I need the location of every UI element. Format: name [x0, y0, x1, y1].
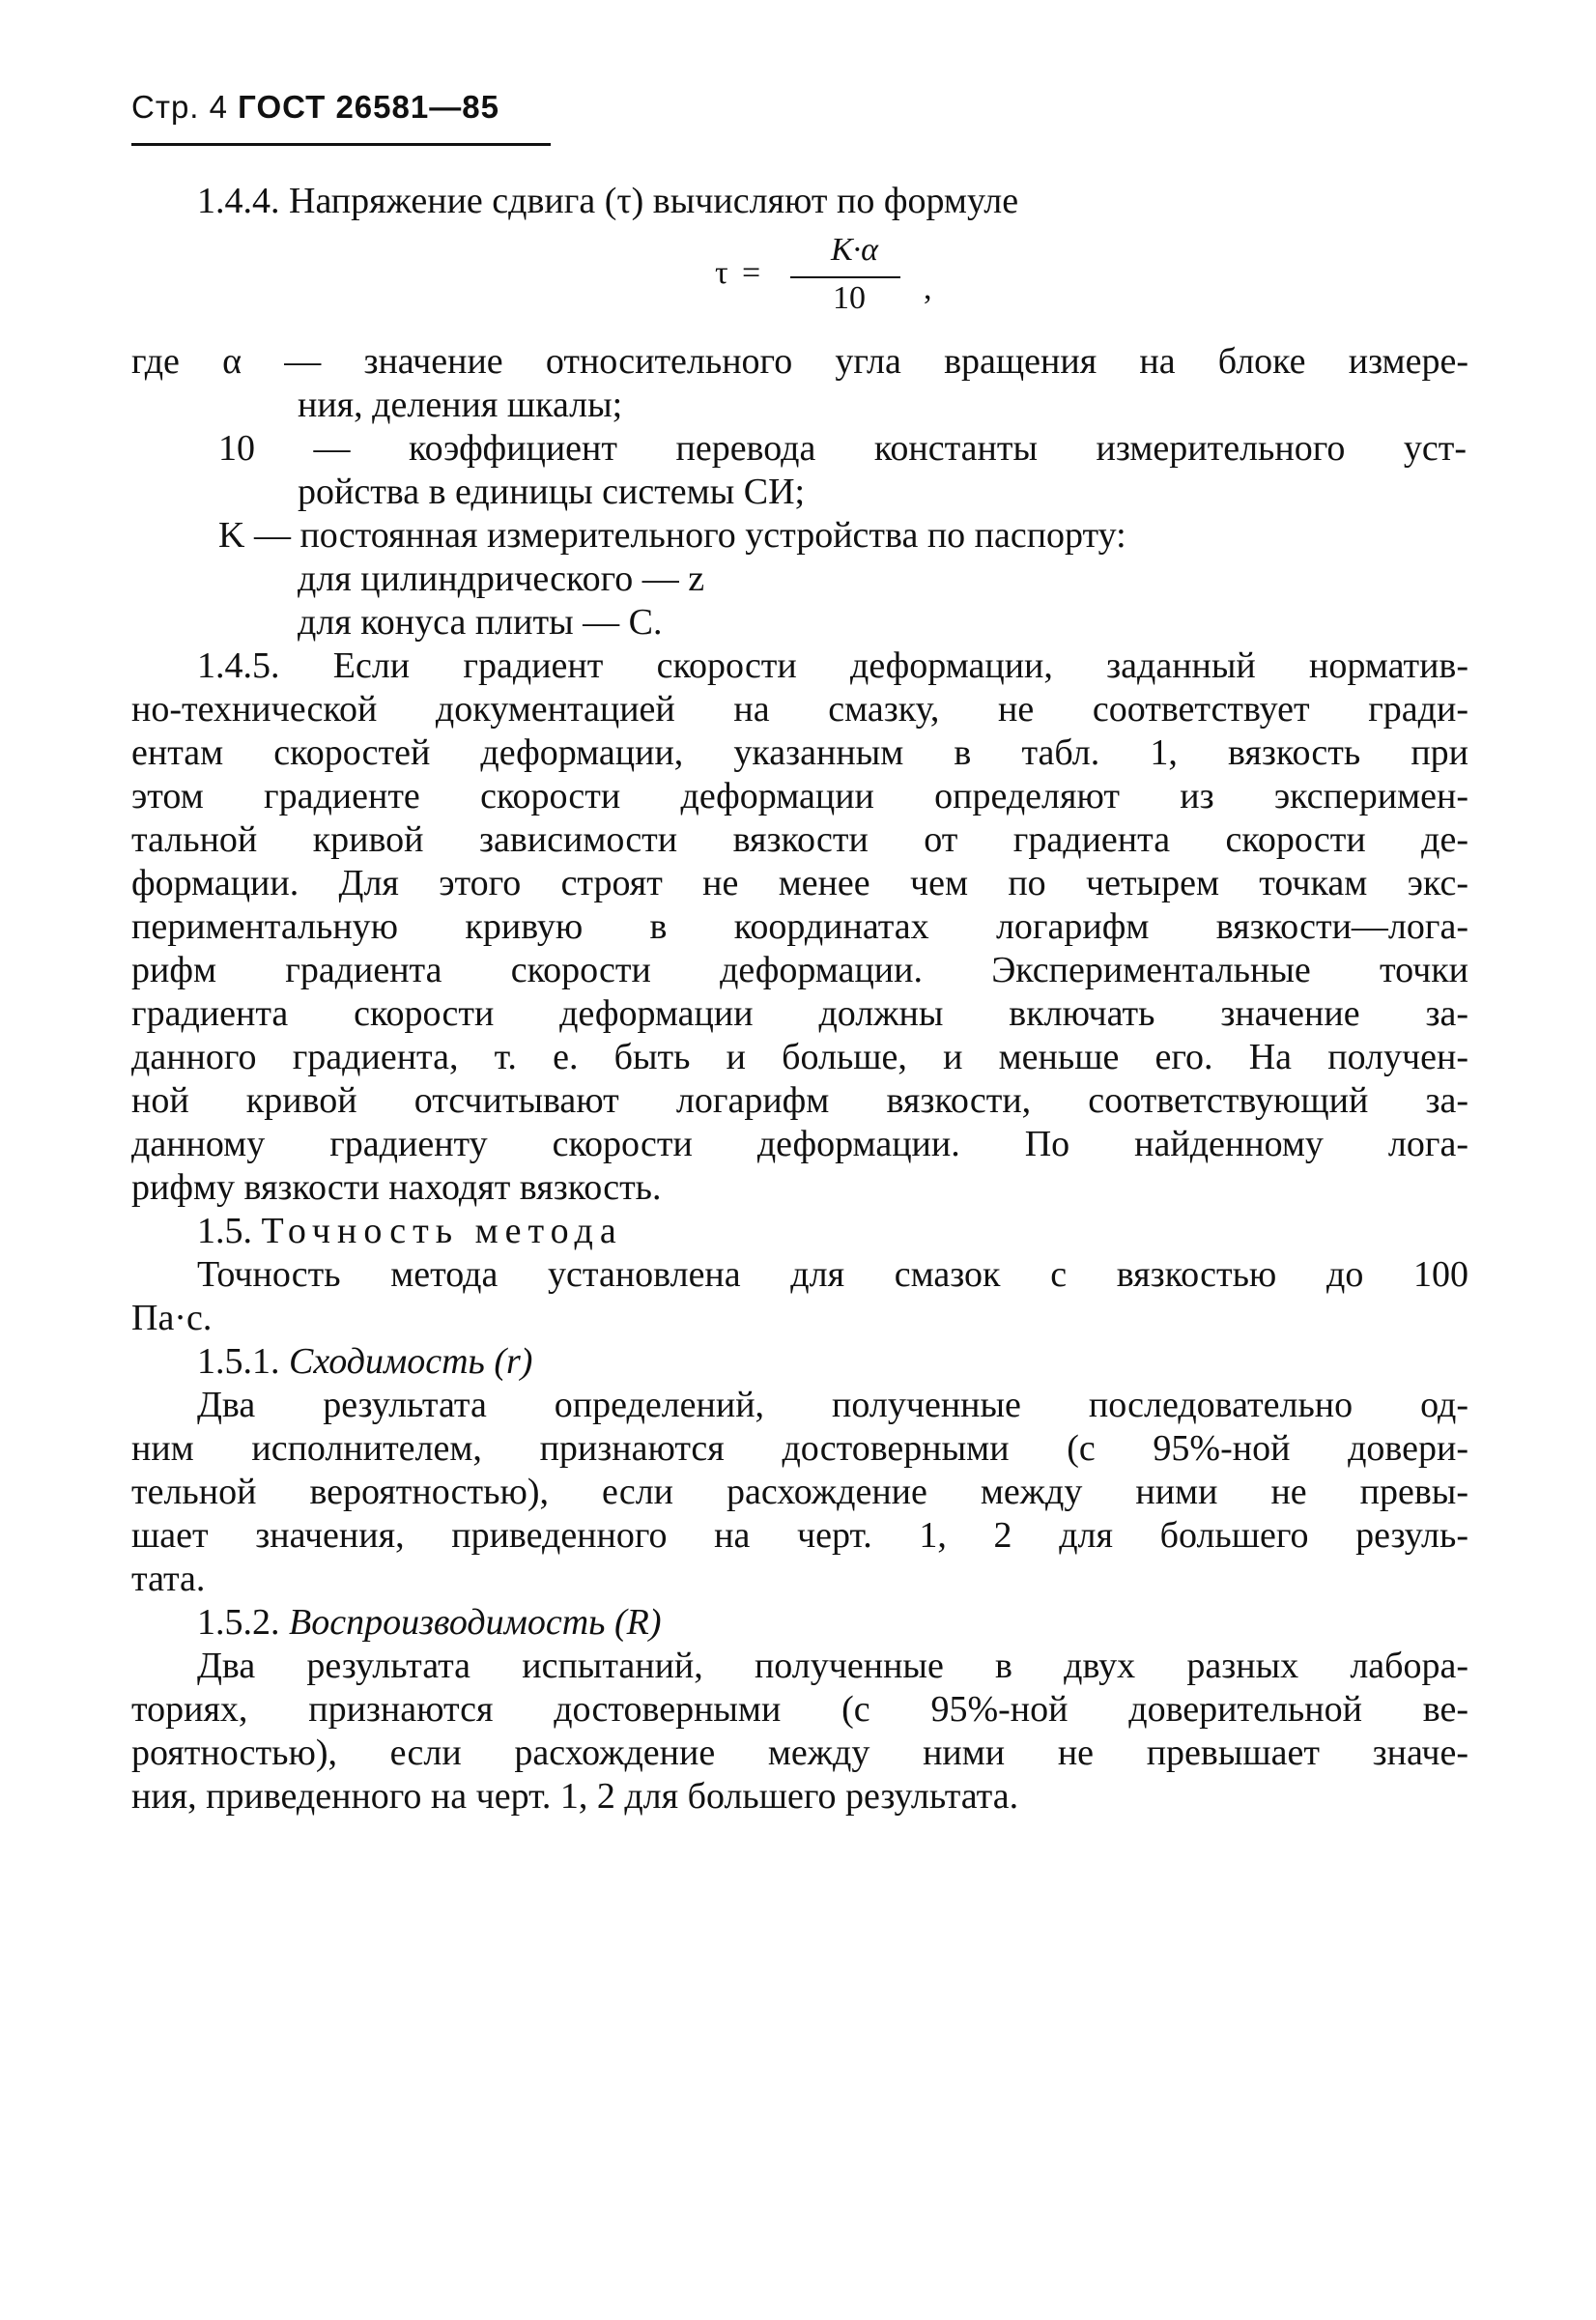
paragraph-line: данному градиенту скорости деформации. По найденному лога- [131, 1124, 1468, 1164]
page-number: Стр. 4 [131, 89, 228, 125]
page-header [131, 89, 499, 126]
paragraph-line: этом градиенте скорости деформации определяют из эксперимен- [131, 776, 1468, 816]
paragraph-line: данного градиента, т. е. быть и больше, и меньше его. На получен- [131, 1037, 1468, 1077]
formula-numerator: K·α [831, 232, 879, 268]
legend-ten-line-1: 10 — коэффициент перевода константы измерительного уст- [218, 428, 1467, 469]
formula-equals: = [742, 255, 761, 291]
section-number: 1.5.1. [197, 1341, 280, 1382]
section-heading [197, 1210, 623, 1252]
paragraph-line: но-технической документацией на смазку, не соответствует гради- [131, 689, 1468, 730]
section-number: 1.5. [197, 1211, 252, 1251]
section-heading [197, 1601, 662, 1644]
paragraph-line: 1.4.5. Если градиент скорости деформации, заданный норматив- [197, 645, 1468, 686]
section-title: Точность метода [261, 1211, 623, 1251]
paragraph-line: Па·с. [131, 1298, 213, 1338]
formula-comma: , [924, 271, 932, 306]
paragraph-line: Два результата определений, полученные последовательно од- [197, 1385, 1468, 1425]
paragraph-line: рифм градиента скорости деформации. Экспериментальные точки [131, 950, 1468, 990]
paragraph-line: ним исполнителем, признаются достоверными (с 95%-ной довери- [131, 1428, 1468, 1469]
standard-number: ГОСТ 26581—85 [238, 89, 499, 125]
legend-alpha-line-2: ния, деления шкалы; [298, 385, 623, 425]
section-title: Сходимость (r) [289, 1341, 533, 1382]
legend-k-line-1: K — постоянная измерительного устройства по паспорту: [218, 515, 1126, 556]
paragraph-line: ной кривой отсчитывают логарифм вязкости, соответствующий за- [131, 1080, 1468, 1121]
section-1-4-4-intro: 1.4.4. Напряжение сдвига (τ) вычисляют по формуле [197, 181, 1019, 221]
legend-ten-line-2: ройства в единицы системы СИ; [298, 472, 806, 512]
legend-alpha-line-1: где α — значение относительного угла вращения на блоке измере- [131, 341, 1468, 382]
paragraph-line: ентам скоростей деформации, указанным в табл. 1, вязкость при [131, 732, 1468, 773]
fraction-bar [790, 276, 900, 278]
paragraph-line: Два результата испытаний, полученные в двух разных лабора- [197, 1646, 1468, 1686]
section-title: Воспроизводимость (R) [289, 1602, 662, 1643]
paragraph-line: роятностью), если расхождение между ними не превышает значе- [131, 1733, 1468, 1773]
legend-k-line-3: для конуса плиты — C. [298, 602, 663, 643]
formula-denominator: 10 [833, 280, 866, 316]
legend-k-line-2: для цилиндрического — z [298, 559, 705, 599]
paragraph-line: градиента скорости деформации должны включать значение за- [131, 993, 1468, 1034]
header-rule [131, 143, 551, 146]
section-number: 1.5.2. [197, 1602, 280, 1643]
paragraph-line: тельной вероятностью), если расхождение между ними не превы- [131, 1472, 1468, 1512]
paragraph-line: рифму вязкости находят вязкость. [131, 1167, 662, 1208]
formula-lhs: τ [715, 255, 728, 291]
paragraph-line: формации. Для этого строят не менее чем по четырем точкам экс- [131, 863, 1468, 903]
paragraph-line: ториях, признаются достоверными (с 95%-ной доверительной ве- [131, 1689, 1468, 1730]
section-heading [197, 1340, 532, 1383]
paragraph-line: тальной кривой зависимости вязкости от градиента скорости де- [131, 819, 1468, 860]
paragraph-line: шает значения, приведенного на черт. 1, 2 для большего резуль- [131, 1515, 1468, 1556]
paragraph-line: периментальную кривую в координатах логарифм вязкости—лога- [131, 906, 1468, 947]
paragraph-line: Точность метода установлена для смазок с вязкостью до 100 [197, 1254, 1468, 1295]
paragraph-line: ния, приведенного на черт. 1, 2 для большего результата. [131, 1776, 1019, 1817]
paragraph-line: тата. [131, 1559, 206, 1599]
